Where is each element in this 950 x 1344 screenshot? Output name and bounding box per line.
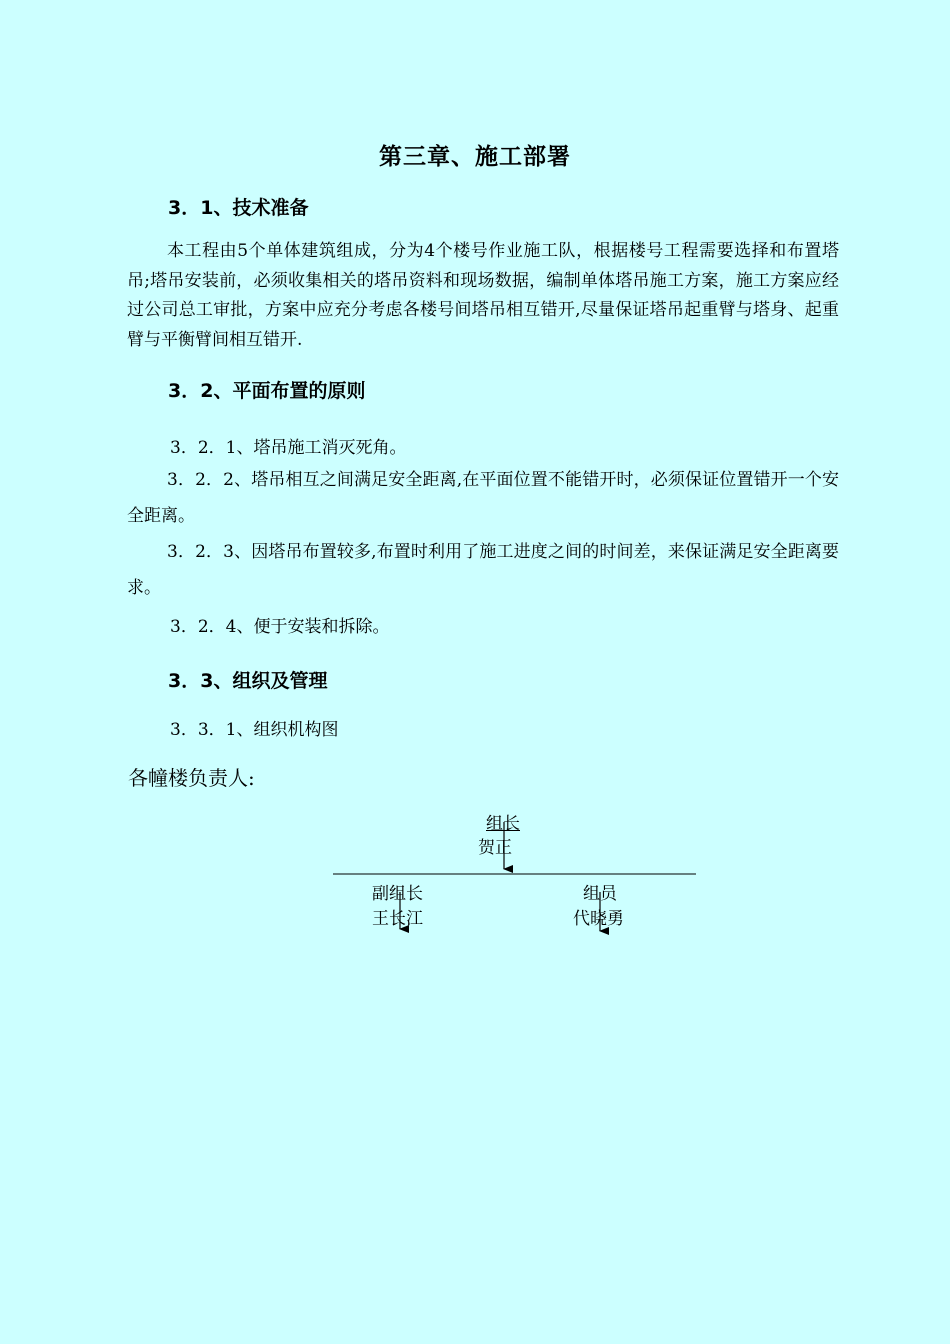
org-deputy-title: 副组长 [372,884,423,904]
responsible-label: 各幢楼负责人: [128,766,255,790]
org-deputy-name: 王长江 [372,909,423,929]
list-item-3-3-1: 3．3．1、组织机构图 [170,720,339,740]
list-item-3-2-3: 3．2．3、因塔吊布置较多,布置时利用了施工进度之间的时间差，来保证满足安全距离要求。 [127,542,839,598]
org-member-title: 组员 [583,884,617,904]
list-item-3-2-2: 3．2．2、塔吊相互之间满足安全距离,在平面位置不能错开时，必须保证位置错开一个安全距离。 [127,470,839,526]
org-leader-title: 组长 [486,814,520,834]
list-item-3-2-1: 3．2．1、塔吊施工消灭死角。 [170,438,407,458]
section-heading-3-3: 3．3、组织及管理 [168,670,328,692]
chapter-title: 第三章、施工部署 [379,144,571,170]
section-heading-3-2: 3．2、平面布置的原则 [168,380,366,402]
section-heading-3-1: 3．1、技术准备 [168,197,309,219]
org-leader-name: 贺正 [478,838,512,858]
list-item-3-2-4: 3．2．4、便于安装和拆除。 [170,617,390,637]
org-member-name: 代晓勇 [573,909,624,929]
section-3-1-paragraph: 本工程由5个单体建筑组成，分为4个楼号作业施工队，根据楼号工程需要选择和布置塔吊;塔吊安装前，必须收集相关的塔吊资料和现场数据，编制单体塔吊施工方案，施工方案应经过公司总工审批，方案中应充分考虑各楼号间塔吊相互错开,尽量保证塔吊起重臂与塔身、起重臂与平衡臂间相互错开. [127,241,839,350]
